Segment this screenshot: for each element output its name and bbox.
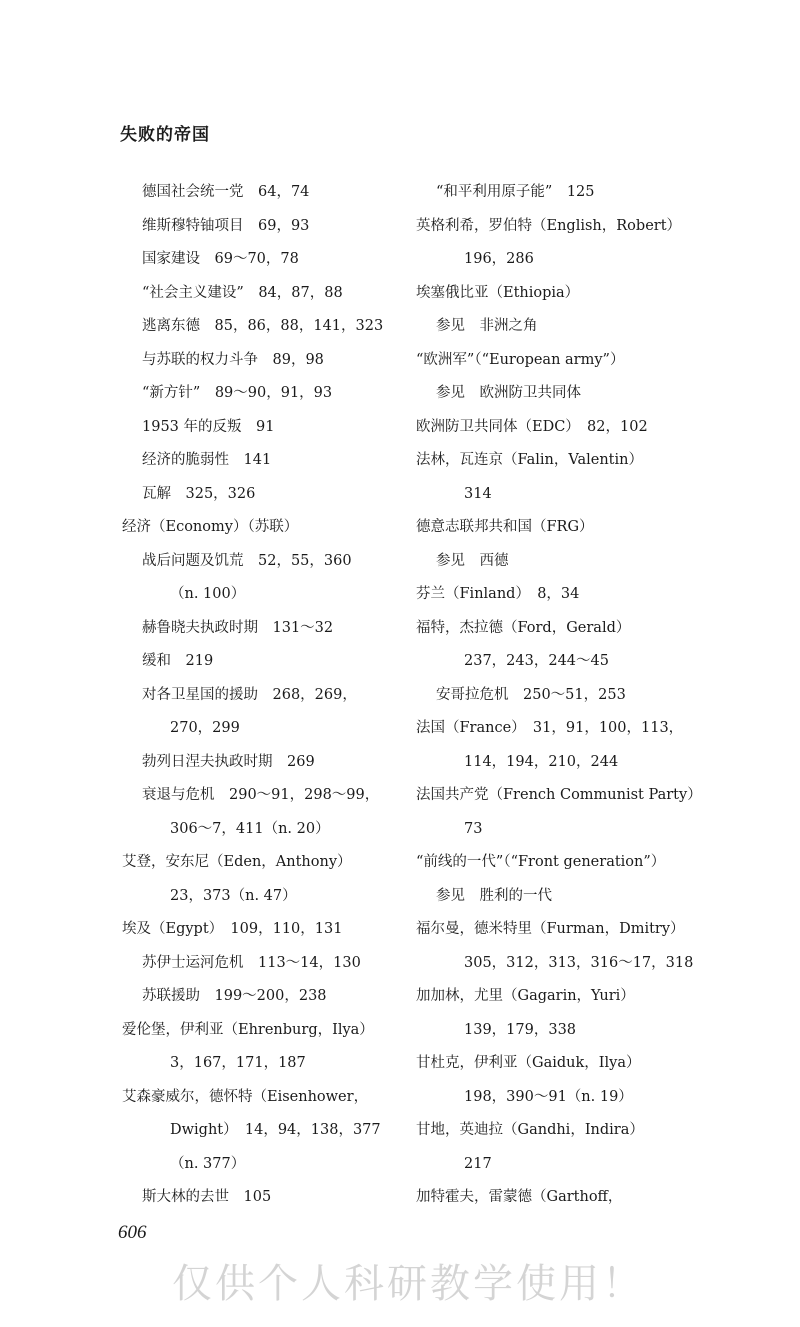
index-entry-line: 埃及（Egypt） 109，110，131 (122, 921, 343, 937)
index-entry-line: 270，299 (170, 720, 240, 736)
index-entry-line: 198，390～91（n. 19） (464, 1088, 633, 1105)
watermark: 仅供个人科研教学使用！ (172, 1261, 645, 1307)
index-entry-line: 甘地，英迪拉（Gandhi，Indira） (416, 1122, 644, 1138)
index-entry-line: 加加林，尤里（Gagarin，Yuri） (416, 988, 635, 1004)
index-entry-line: 237，243，244～45 (464, 653, 609, 669)
index-entry-line: 德国社会统一党 64，74 (142, 184, 310, 200)
index-entry-line: 与苏联的权力斗争 89，98 (142, 351, 324, 368)
index-entry-line: Dwight） 14，94，138，377 (170, 1122, 381, 1138)
index-entry-line: 埃塞俄比亚（Ethiopia） (416, 284, 580, 301)
index-column-right (416, 176, 716, 1215)
index-entry-line: 经济（Economy）（苏联） (122, 519, 299, 535)
running-header: 失败的帝国 (120, 125, 210, 145)
index-entry-line: （n. 100） (170, 586, 246, 602)
index-entry-line: 缓和 219 (142, 653, 214, 669)
index-entry-line: 参见 欧洲防卫共同体 (436, 385, 581, 401)
index-entry-line: 战后问题及饥荒 52，55，360 (142, 552, 352, 569)
index-entry-line: 73 (464, 820, 483, 837)
index-entry-line: 爱伦堡，伊利亚（Ehrenburg，Ilya） (122, 1021, 374, 1038)
index-entry-line: “和平利用原子能” 125 (436, 184, 595, 200)
index-entry-line: 苏联援助 199～200，238 (142, 988, 327, 1004)
index-entry-line: 对各卫星国的援助 268，269， (142, 686, 357, 703)
index-entry-line: 福特，杰拉德（Ford，Gerald） (416, 619, 631, 636)
index-entry-line: 艾登，安东尼（Eden，Anthony） (122, 854, 352, 870)
index-entry-line: 国家建设 69～70，78 (142, 251, 299, 267)
index-entry-line: 参见 胜利的一代 (436, 887, 552, 904)
index-entry-line: 1953 年的反叛 91 (142, 418, 275, 435)
index-entry-line: 参见 非洲之角 (436, 318, 538, 334)
index-entry-line: 德意志联邦共和国（FRG） (416, 519, 594, 535)
index-entry-line: 英格利希，罗伯特（English，Robert） (416, 217, 682, 234)
index-entry-line: 23，373（n. 47） (170, 887, 297, 904)
index-entry-line: 306～7，411（n. 20） (170, 820, 330, 837)
index-entry-line: 加特霍夫，雷蒙德（Garthoff， (416, 1189, 623, 1205)
index-column-left (122, 176, 422, 1215)
index-entry-line: 逃离东德 85，86，88，141，323 (142, 318, 384, 334)
index-entry-line: 勃列日涅夫执政时期 269 (142, 753, 315, 770)
index-entry-line: 139，179，338 (464, 1021, 577, 1038)
index-entry-line: 艾森豪威尔，德怀特（Eisenhower， (122, 1088, 369, 1105)
index-entry-line: “前线的一代”（“Front generation”） (416, 854, 666, 870)
index-entry-line: 赫鲁晓夫执政时期 131～32 (142, 619, 334, 636)
index-entry-line: 安哥拉危机 250～51，253 (436, 686, 626, 703)
index-entry-line: 经济的脆弱性 141 (142, 452, 272, 468)
index-entry-line: 217 (464, 1155, 492, 1172)
index-entry-line: 196，286 (464, 251, 534, 267)
index-entry-line: （n. 377） (170, 1155, 246, 1172)
index-entry-line: 114，194，210，244 (464, 753, 619, 770)
index-entry-line: “新方针” 89～90，91，93 (142, 385, 333, 401)
index-entry-line: 福尔曼，德米特里（Furman，Dmitry） (416, 921, 685, 937)
index-entry-line: 法林，瓦连京（Falin，Valentin） (416, 452, 643, 468)
index-entry-line: 法国（France） 31，91，100，113， (416, 720, 684, 736)
index-entry-line: 苏伊士运河危机 113～14，130 (142, 954, 361, 971)
index-entry-line: 欧洲防卫共同体（EDC） 82，102 (416, 418, 648, 435)
index-entry-line: 参见 西德 (436, 552, 509, 569)
index-entry-line: 瓦解 325，326 (142, 485, 256, 502)
page-number: 606 (118, 1222, 147, 1243)
index-entry-line: 斯大林的去世 105 (142, 1189, 272, 1205)
index-entry-line: 衰退与危机 290～91，298～99， (142, 787, 380, 803)
index-entry-line: 305，312，313，316～17，318 (464, 954, 694, 971)
index-entry-line: 3，167，171，187 (170, 1055, 306, 1071)
index-entry-line: 法国共产党（French Communist Party） (416, 787, 702, 803)
index-entry-line: 芬兰（Finland） 8，34 (416, 586, 580, 602)
index-entry-line: 维斯穆特铀项目 69，93 (142, 217, 310, 234)
index-entry-line: 314 (464, 485, 492, 502)
index-entry-line: “欧洲军”（“European army”） (416, 351, 625, 368)
index-entry-line: “社会主义建设” 84，87，88 (142, 284, 343, 301)
index-entry-line: 甘杜克，伊利亚（Gaiduk，Ilya） (416, 1055, 641, 1071)
